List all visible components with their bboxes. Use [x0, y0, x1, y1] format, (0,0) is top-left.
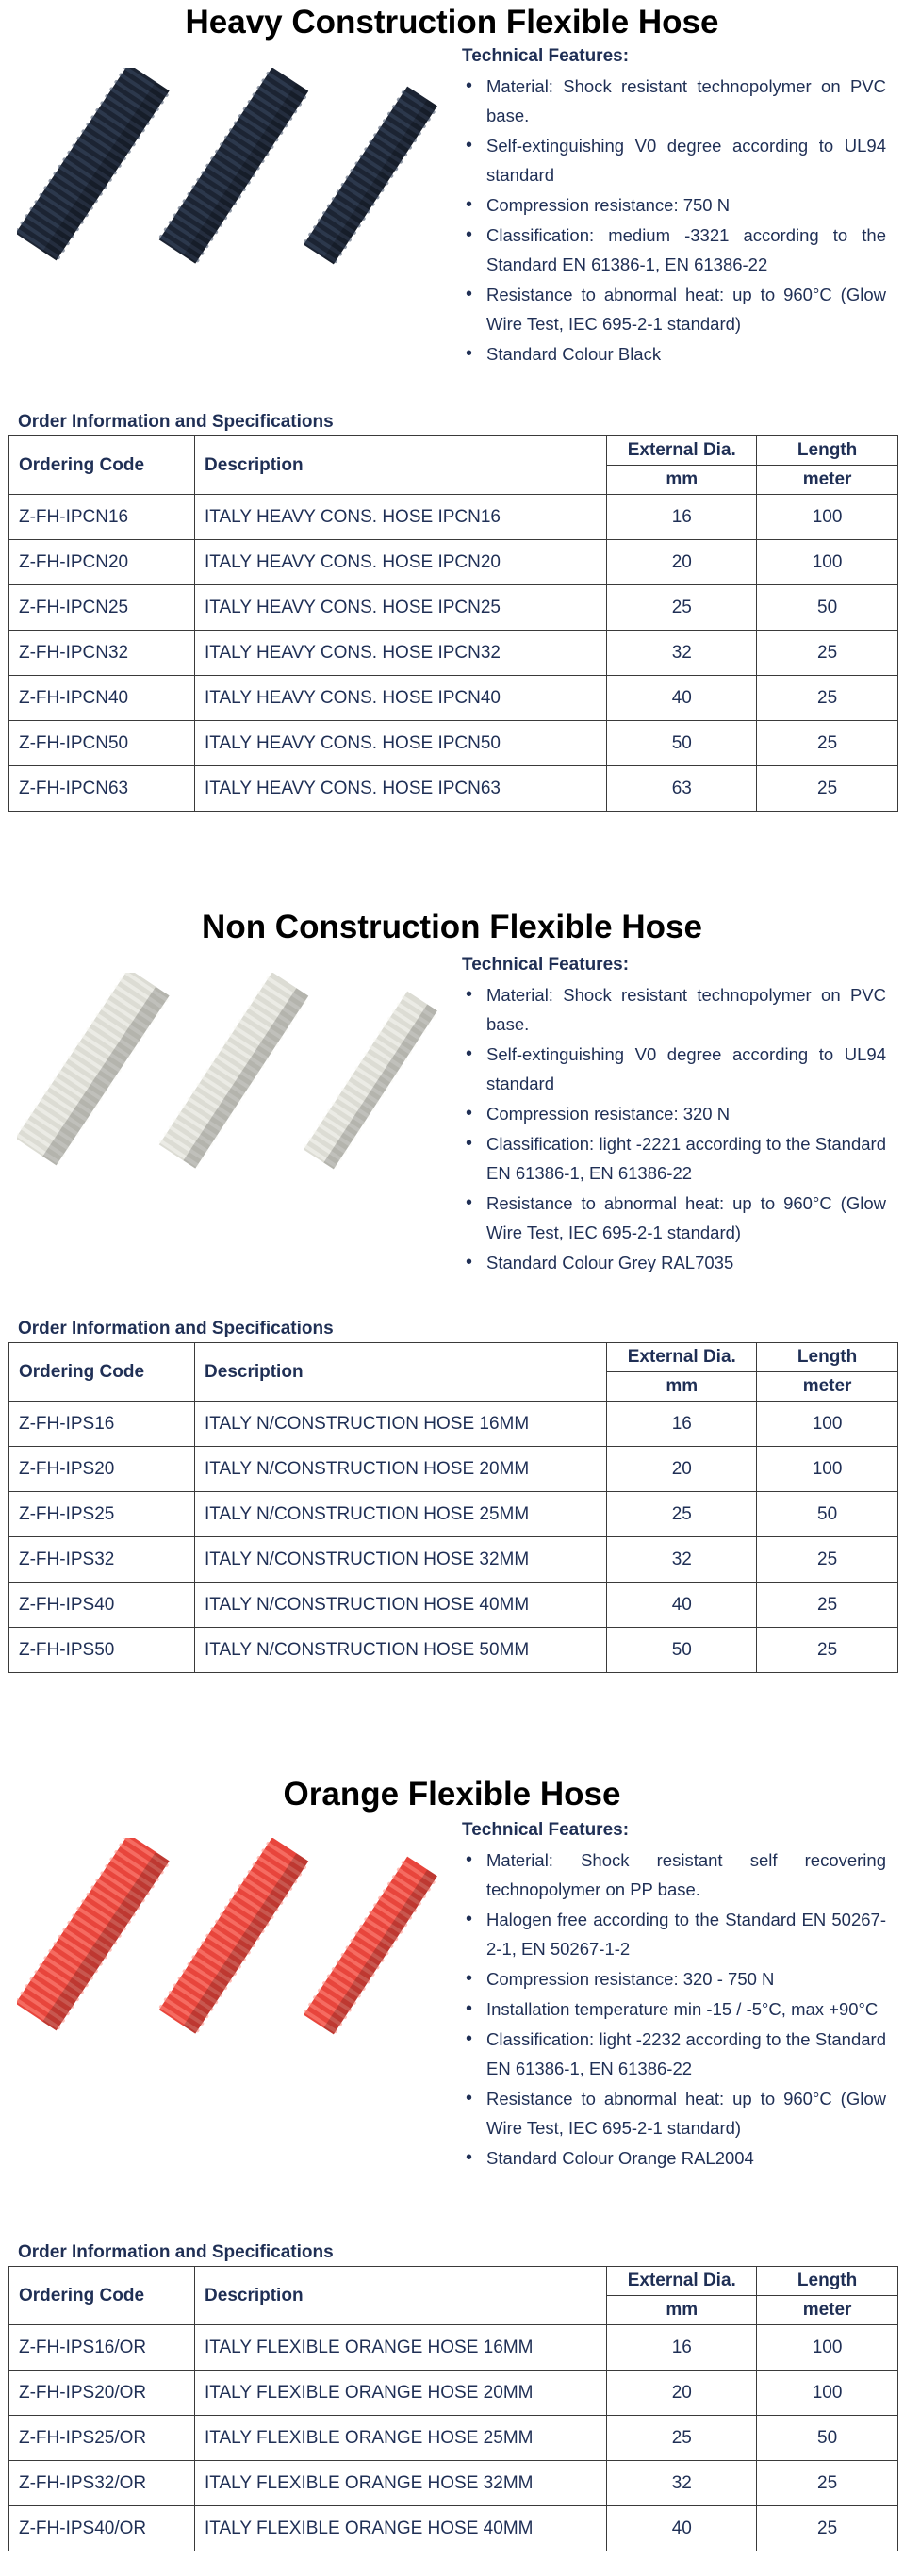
- description-cell: ITALY FLEXIBLE ORANGE HOSE 16MM: [195, 2325, 607, 2371]
- hose-product-image: [17, 1838, 439, 2036]
- column-header-length: Length: [757, 2267, 898, 2296]
- description-cell: ITALY HEAVY CONS. HOSE IPCN63: [195, 766, 607, 812]
- feature-item: • Compression resistance: 320 N: [462, 1099, 886, 1128]
- feature-item: • Resistance to abnormal heat: up to 960°C (Glow Wire Test, IEC 695-2-1 standard): [462, 2084, 886, 2142]
- hose-product-image: [17, 973, 439, 1171]
- section-title: Heavy Construction Flexible Hose: [185, 4, 719, 41]
- hose-tube: [302, 1855, 438, 2035]
- feature-item: • Standard Colour Orange RAL2004: [462, 2143, 886, 2173]
- technical-features-list: [462, 72, 886, 369]
- length-cell: 25: [757, 676, 898, 721]
- description-cell: ITALY FLEXIBLE ORANGE HOSE 32MM: [195, 2461, 607, 2506]
- feature-item: • Resistance to abnormal heat: up to 960°C (Glow Wire Test, IEC 695-2-1 standard): [462, 1189, 886, 1247]
- ordering-code-cell: Z-FH-IPCN16: [9, 495, 195, 540]
- feature-item: • Self-extinguishing V0 degree according to UL94 standard: [462, 131, 886, 189]
- table-row: [9, 495, 898, 540]
- column-unit-mm: mm: [607, 2296, 757, 2325]
- ordering-code-cell: Z-FH-IPCN50: [9, 721, 195, 766]
- ordering-code-cell: Z-FH-IPS40: [9, 1583, 195, 1628]
- length-cell: 25: [757, 631, 898, 676]
- length-cell: 25: [757, 1583, 898, 1628]
- description-cell: ITALY FLEXIBLE ORANGE HOSE 40MM: [195, 2506, 607, 2551]
- length-cell: 100: [757, 2371, 898, 2416]
- feature-item: • Self-extinguishing V0 degree according to UL94 standard: [462, 1040, 886, 1098]
- description-cell: ITALY FLEXIBLE ORANGE HOSE 25MM: [195, 2416, 607, 2461]
- feature-item: • Classification: light -2221 according to the Standard EN 61386-1, EN 61386-22: [462, 1129, 886, 1188]
- table-row: [9, 540, 898, 585]
- ordering-code-cell: Z-FH-IPCN63: [9, 766, 195, 812]
- table-row: [9, 721, 898, 766]
- column-header-external-dia: External Dia.: [607, 1343, 757, 1372]
- description-cell: ITALY HEAVY CONS. HOSE IPCN32: [195, 631, 607, 676]
- hose-tube: [17, 68, 171, 262]
- description-cell: ITALY N/CONSTRUCTION HOSE 50MM: [195, 1628, 607, 1673]
- feature-item: • Standard Colour Grey RAL7035: [462, 1248, 886, 1277]
- external-dia-cell: 32: [607, 2461, 757, 2506]
- ordering-code-cell: Z-FH-IPS25/OR: [9, 2416, 195, 2461]
- length-cell: 100: [757, 2325, 898, 2371]
- hose-tube: [17, 1838, 171, 2032]
- table-row: [9, 766, 898, 812]
- length-cell: 100: [757, 1447, 898, 1492]
- external-dia-cell: 20: [607, 540, 757, 585]
- ordering-code-cell: Z-FH-IPS32/OR: [9, 2461, 195, 2506]
- specification-table: [8, 435, 898, 812]
- hose-product-image: [17, 68, 439, 266]
- table-row: [9, 585, 898, 631]
- feature-item: • Material: Shock resistant technopolymer on PVC base.: [462, 72, 886, 130]
- column-header-description: Description: [195, 2267, 607, 2325]
- column-header-description: Description: [195, 436, 607, 495]
- ordering-code-cell: Z-FH-IPCN25: [9, 585, 195, 631]
- length-cell: 50: [757, 1492, 898, 1537]
- ordering-code-cell: Z-FH-IPS20/OR: [9, 2371, 195, 2416]
- table-row: [9, 2461, 898, 2506]
- hose-tube: [302, 990, 438, 1170]
- external-dia-cell: 40: [607, 1583, 757, 1628]
- technical-features-heading: Technical Features:: [462, 1820, 630, 1840]
- column-header-ordering-code: Ordering Code: [9, 2267, 195, 2325]
- feature-item: • Installation temperature min -15 / -5°C, max +90°C: [462, 1994, 886, 2024]
- section-title: Non Construction Flexible Hose: [202, 909, 702, 945]
- table-row: [9, 2371, 898, 2416]
- column-header-ordering-code: Ordering Code: [9, 1343, 195, 1402]
- feature-item: • Compression resistance: 750 N: [462, 190, 886, 220]
- feature-item: • Classification: medium -3321 according to the Standard EN 61386-1, EN 61386-22: [462, 221, 886, 279]
- table-row: [9, 1492, 898, 1537]
- feature-item: • Resistance to abnormal heat: up to 960°C (Glow Wire Test, IEC 695-2-1 standard): [462, 280, 886, 338]
- length-cell: 50: [757, 585, 898, 631]
- external-dia-cell: 25: [607, 1492, 757, 1537]
- external-dia-cell: 25: [607, 2416, 757, 2461]
- external-dia-cell: 16: [607, 2325, 757, 2371]
- description-cell: ITALY FLEXIBLE ORANGE HOSE 20MM: [195, 2371, 607, 2416]
- table-row: [9, 1537, 898, 1583]
- column-header-description: Description: [195, 1343, 607, 1402]
- external-dia-cell: 20: [607, 1447, 757, 1492]
- technical-features-list: [462, 980, 886, 1278]
- length-cell: 100: [757, 495, 898, 540]
- column-unit-meter: meter: [757, 2296, 898, 2325]
- length-cell: 25: [757, 766, 898, 812]
- length-cell: 25: [757, 1537, 898, 1583]
- hose-tube: [157, 973, 310, 1170]
- external-dia-cell: 40: [607, 2506, 757, 2551]
- description-cell: ITALY N/CONSTRUCTION HOSE 25MM: [195, 1492, 607, 1537]
- external-dia-cell: 50: [607, 1628, 757, 1673]
- table-row: [9, 631, 898, 676]
- order-information-heading: Order Information and Specifications: [18, 2242, 334, 2262]
- ordering-code-cell: Z-FH-IPS16/OR: [9, 2325, 195, 2371]
- description-cell: ITALY HEAVY CONS. HOSE IPCN50: [195, 721, 607, 766]
- external-dia-cell: 50: [607, 721, 757, 766]
- table-row: [9, 676, 898, 721]
- feature-item: • Classification: light -2232 according to the Standard EN 61386-1, EN 61386-22: [462, 2025, 886, 2083]
- length-cell: 25: [757, 721, 898, 766]
- length-cell: 50: [757, 2416, 898, 2461]
- external-dia-cell: 16: [607, 1402, 757, 1447]
- feature-item: • Halogen free according to the Standard EN 50267-2-1, EN 50267-1-2: [462, 1905, 886, 1963]
- description-cell: ITALY N/CONSTRUCTION HOSE 32MM: [195, 1537, 607, 1583]
- length-cell: 25: [757, 1628, 898, 1673]
- ordering-code-cell: Z-FH-IPCN40: [9, 676, 195, 721]
- order-information-heading: Order Information and Specifications: [18, 1319, 334, 1338]
- external-dia-cell: 63: [607, 766, 757, 812]
- table-row: [9, 1583, 898, 1628]
- hose-tube: [17, 973, 171, 1167]
- ordering-code-cell: Z-FH-IPS16: [9, 1402, 195, 1447]
- ordering-code-cell: Z-FH-IPS20: [9, 1447, 195, 1492]
- external-dia-cell: 25: [607, 585, 757, 631]
- external-dia-cell: 20: [607, 2371, 757, 2416]
- hose-tube: [157, 68, 310, 265]
- description-cell: ITALY HEAVY CONS. HOSE IPCN25: [195, 585, 607, 631]
- length-cell: 100: [757, 1402, 898, 1447]
- table-row: [9, 1447, 898, 1492]
- ordering-code-cell: Z-FH-IPCN20: [9, 540, 195, 585]
- description-cell: ITALY HEAVY CONS. HOSE IPCN16: [195, 495, 607, 540]
- ordering-code-cell: Z-FH-IPCN32: [9, 631, 195, 676]
- table-row: [9, 2416, 898, 2461]
- column-unit-mm: mm: [607, 466, 757, 495]
- column-header-length: Length: [757, 436, 898, 466]
- length-cell: 25: [757, 2461, 898, 2506]
- specification-table: [8, 2266, 898, 2551]
- length-cell: 100: [757, 540, 898, 585]
- column-header-length: Length: [757, 1343, 898, 1372]
- technical-features-list: [462, 1846, 886, 2174]
- feature-item: • Compression resistance: 320 - 750 N: [462, 1964, 886, 1994]
- technical-features-heading: Technical Features:: [462, 955, 630, 975]
- external-dia-cell: 16: [607, 495, 757, 540]
- column-header-external-dia: External Dia.: [607, 2267, 757, 2296]
- column-header-external-dia: External Dia.: [607, 436, 757, 466]
- table-row: [9, 1402, 898, 1447]
- external-dia-cell: 32: [607, 631, 757, 676]
- description-cell: ITALY N/CONSTRUCTION HOSE 40MM: [195, 1583, 607, 1628]
- column-header-ordering-code: Ordering Code: [9, 436, 195, 495]
- technical-features-heading: Technical Features:: [462, 46, 630, 66]
- feature-item: • Material: Shock resistant technopolymer on PVC base.: [462, 980, 886, 1039]
- ordering-code-cell: Z-FH-IPS50: [9, 1628, 195, 1673]
- table-row: [9, 2506, 898, 2551]
- feature-item: • Material: Shock resistant self recovering technopolymer on PP base.: [462, 1846, 886, 1904]
- section-title: Orange Flexible Hose: [283, 1776, 621, 1813]
- length-cell: 25: [757, 2506, 898, 2551]
- ordering-code-cell: Z-FH-IPS25: [9, 1492, 195, 1537]
- hose-tube: [302, 85, 438, 265]
- order-information-heading: Order Information and Specifications: [18, 412, 334, 432]
- hose-tube: [157, 1838, 310, 2035]
- specification-table: [8, 1342, 898, 1673]
- description-cell: ITALY N/CONSTRUCTION HOSE 16MM: [195, 1402, 607, 1447]
- column-unit-meter: meter: [757, 1372, 898, 1402]
- ordering-code-cell: Z-FH-IPS40/OR: [9, 2506, 195, 2551]
- description-cell: ITALY HEAVY CONS. HOSE IPCN40: [195, 676, 607, 721]
- description-cell: ITALY HEAVY CONS. HOSE IPCN20: [195, 540, 607, 585]
- external-dia-cell: 32: [607, 1537, 757, 1583]
- description-cell: ITALY N/CONSTRUCTION HOSE 20MM: [195, 1447, 607, 1492]
- external-dia-cell: 40: [607, 676, 757, 721]
- column-unit-meter: meter: [757, 466, 898, 495]
- feature-item: • Standard Colour Black: [462, 339, 886, 369]
- table-row: [9, 1628, 898, 1673]
- ordering-code-cell: Z-FH-IPS32: [9, 1537, 195, 1583]
- column-unit-mm: mm: [607, 1372, 757, 1402]
- table-row: [9, 2325, 898, 2371]
